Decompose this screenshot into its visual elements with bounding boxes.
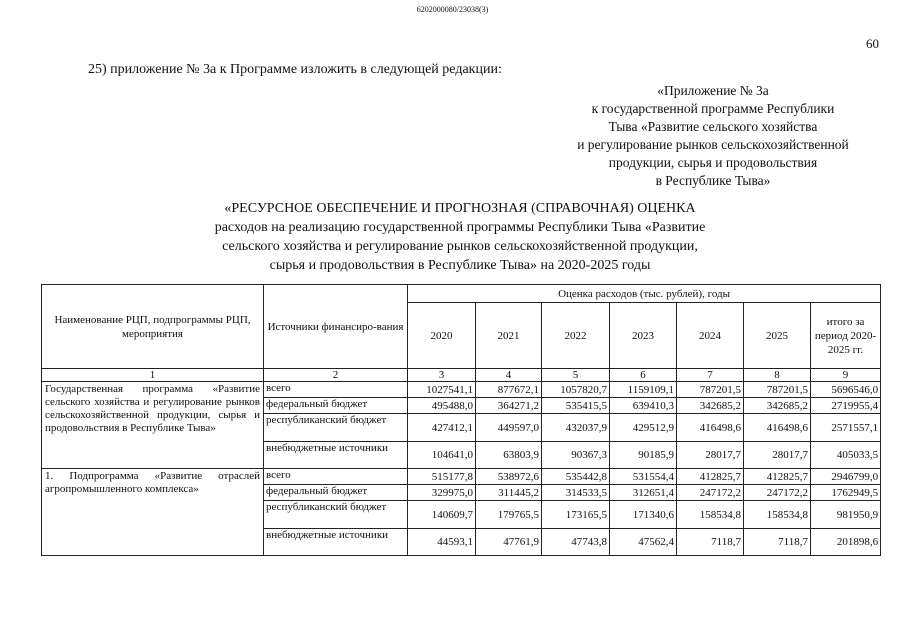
budget-table xyxy=(41,284,881,556)
table-heading xyxy=(120,199,800,275)
value-cell: 787201,5 xyxy=(744,382,811,398)
appendix-line: и регулирование рынков сельскохозяйственной xyxy=(577,137,849,152)
total-cell: 2571557,1 xyxy=(811,414,881,442)
funding-source: федеральный бюджет xyxy=(264,398,408,414)
value-cell: 47761,9 xyxy=(476,529,542,556)
appendix-line: к государственной программе Республики xyxy=(591,101,835,116)
value-cell: 247172,2 xyxy=(744,485,811,501)
value-cell: 787201,5 xyxy=(677,382,744,398)
year-header: 2023 xyxy=(610,303,677,369)
heading-line: расходов на реализацию государственной программы Республики Тыва «Развитие xyxy=(214,220,706,235)
value-cell: 515177,8 xyxy=(408,469,476,485)
value-cell: 90185,9 xyxy=(610,442,677,469)
value-cell: 449597,0 xyxy=(476,414,542,442)
value-cell: 416498,6 xyxy=(677,414,744,442)
value-cell: 364271,2 xyxy=(476,398,542,414)
total-cell: 2946799,0 xyxy=(811,469,881,485)
year-header: 2025 xyxy=(744,303,811,369)
year-header: 2021 xyxy=(476,303,542,369)
column-number: 4 xyxy=(476,369,542,382)
funding-source: всего xyxy=(264,382,408,398)
value-cell: 7118,7 xyxy=(677,529,744,556)
value-cell: 342685,2 xyxy=(744,398,811,414)
value-cell: 1159109,1 xyxy=(610,382,677,398)
value-cell: 158534,8 xyxy=(677,501,744,529)
total-cell: 2719955,4 xyxy=(811,398,881,414)
value-cell: 179765,5 xyxy=(476,501,542,529)
funding-source: республиканский бюджет xyxy=(264,414,408,442)
column-number: 3 xyxy=(408,369,476,382)
year-header: 2024 xyxy=(677,303,744,369)
value-cell: 412825,7 xyxy=(744,469,811,485)
column-number: 7 xyxy=(677,369,744,382)
year-header: 2022 xyxy=(542,303,610,369)
column-number: 1 xyxy=(42,369,264,382)
intro-paragraph: 25) приложение № 3а к Программе изложить в следующей редакции: xyxy=(88,62,502,77)
value-cell: 877672,1 xyxy=(476,382,542,398)
value-cell: 416498,6 xyxy=(744,414,811,442)
year-header: 2020 xyxy=(408,303,476,369)
appendix-line: в Республике Тыва» xyxy=(655,173,771,188)
column-number: 9 xyxy=(811,369,881,382)
value-cell: 429512,9 xyxy=(610,414,677,442)
value-cell: 247172,2 xyxy=(677,485,744,501)
value-cell: 535442,8 xyxy=(542,469,610,485)
column-group-header: Оценка расходов (тыс. рублей), годы xyxy=(408,285,881,303)
value-cell: 47743,8 xyxy=(542,529,610,556)
value-cell: 538972,6 xyxy=(476,469,542,485)
table-row xyxy=(42,382,881,398)
total-cell: 981950,9 xyxy=(811,501,881,529)
appendix-line: Тыва «Развитие сельского хозяйства xyxy=(608,119,818,134)
value-cell: 314533,5 xyxy=(542,485,610,501)
funding-source: республиканский бюджет xyxy=(264,501,408,529)
value-cell: 28017,7 xyxy=(677,442,744,469)
value-cell: 1057820,7 xyxy=(542,382,610,398)
value-cell: 90367,3 xyxy=(542,442,610,469)
value-cell: 47562,4 xyxy=(610,529,677,556)
value-cell: 432037,9 xyxy=(542,414,610,442)
total-header: итого за период 2020-2025 гг. xyxy=(811,303,881,369)
value-cell: 311445,2 xyxy=(476,485,542,501)
value-cell: 412825,7 xyxy=(677,469,744,485)
total-cell: 1762949,5 xyxy=(811,485,881,501)
value-cell: 63803,9 xyxy=(476,442,542,469)
value-cell: 173165,5 xyxy=(542,501,610,529)
heading-line: сырья и продовольствия в Республике Тыва» на 2020-2025 годы xyxy=(269,258,651,273)
value-cell: 1027541,1 xyxy=(408,382,476,398)
value-cell: 28017,7 xyxy=(744,442,811,469)
value-cell: 7118,7 xyxy=(744,529,811,556)
column-number-row xyxy=(42,369,881,382)
value-cell: 639410,3 xyxy=(610,398,677,414)
table-row xyxy=(42,469,881,485)
document-code: 6202000080/23038(3) xyxy=(416,5,489,14)
total-cell: 201898,6 xyxy=(811,529,881,556)
value-cell: 495488,0 xyxy=(408,398,476,414)
appendix-reference xyxy=(548,82,878,190)
value-cell: 329975,0 xyxy=(408,485,476,501)
header-row xyxy=(42,285,881,303)
value-cell: 104641,0 xyxy=(408,442,476,469)
appendix-line: продукции, сырья и продовольствия xyxy=(608,155,818,170)
total-cell: 405033,5 xyxy=(811,442,881,469)
value-cell: 535415,5 xyxy=(542,398,610,414)
column-header-source: Источники финансиро-вания xyxy=(264,285,408,369)
funding-source: внебюджетные источники xyxy=(264,529,408,556)
program-name: Государственная программа «Развитие сельского хозяйства и регулирование рынков сельскохозяйственной продукции, сырья и продовольствия в Республике Тыва» xyxy=(42,382,264,469)
total-cell: 5696546,0 xyxy=(811,382,881,398)
appendix-line: «Приложение № 3а xyxy=(657,83,769,98)
page-number: 60 xyxy=(866,36,879,51)
value-cell: 427412,1 xyxy=(408,414,476,442)
funding-source: внебюджетные источники xyxy=(264,442,408,469)
value-cell: 312651,4 xyxy=(610,485,677,501)
column-number: 6 xyxy=(610,369,677,382)
heading-line: «РЕСУРСНОЕ ОБЕСПЕЧЕНИЕ И ПРОГНОЗНАЯ (СПРАВОЧНАЯ) ОЦЕНКА xyxy=(224,201,696,216)
value-cell: 531554,4 xyxy=(610,469,677,485)
column-number: 8 xyxy=(744,369,811,382)
funding-source: федеральный бюджет xyxy=(264,485,408,501)
value-cell: 44593,1 xyxy=(408,529,476,556)
value-cell: 140609,7 xyxy=(408,501,476,529)
column-number: 5 xyxy=(542,369,610,382)
value-cell: 342685,2 xyxy=(677,398,744,414)
column-header-name: Наименование РЦП, подпрограммы РЦП, мероприятия xyxy=(42,285,264,369)
value-cell: 158534,8 xyxy=(744,501,811,529)
heading-line: сельского хозяйства и регулирование рынков сельскохозяйственной продукции, xyxy=(222,239,698,254)
subprogram-name: 1. Подпрограмма «Развитие отраслей агропромышленного комплекса» xyxy=(42,469,264,556)
funding-source: всего xyxy=(264,469,408,485)
value-cell: 171340,6 xyxy=(610,501,677,529)
column-number: 2 xyxy=(264,369,408,382)
